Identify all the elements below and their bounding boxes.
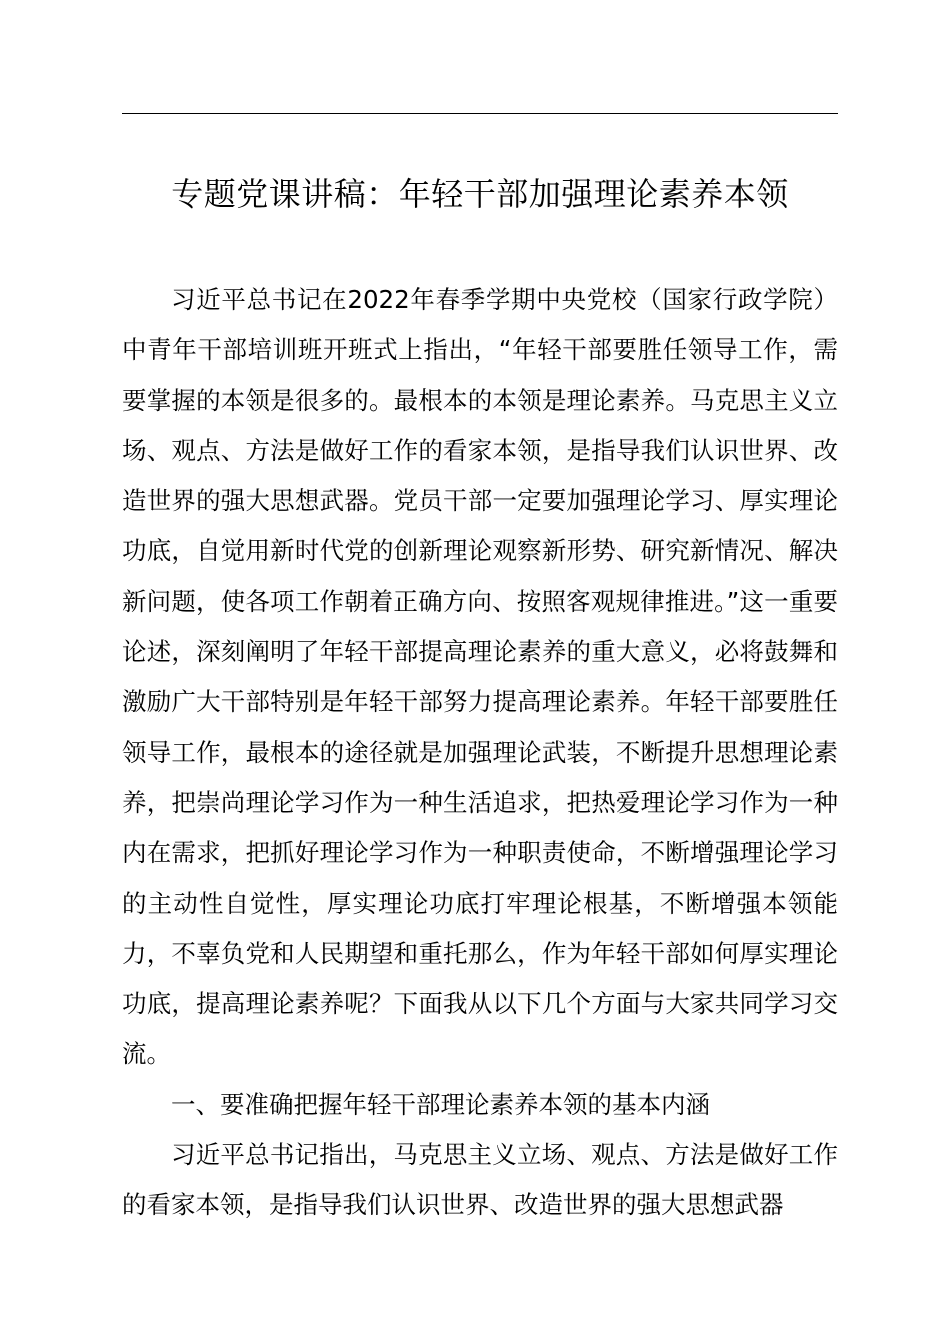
paragraph-intro: 习近平总书记在2022年春季学期中央党校（国家行政学院）中青年干部培训班开班式上指出，“年轻干部要胜任领导工作，需要掌握的本领是很多的。最根本的本领是理论素养。马克思主义立场、观点、方法是做好工作的看家本领，是指导我们认识世界、改造世界的强大思想武器。党员干部一定要加强理论学习、厚实理论功底，自觉用新时代党的创新理论观察新形势、研究新情况、解决新问题，使各项工作朝着正确方向、按照客观规律推进。”这一重要论述，深刻阐明了年轻干部提高理论素养的重大意义，必将鼓舞和激励广大干部特别是年轻干部努力提高理论素养。年轻干部要胜任领导工作，最根本的途径就是加强理论武装，不断提升思想理论素养，把崇尚理论学习作为一种生活追求，把热爱理论学习作为一种内在需求，把抓好理论学习作为一种职责使命，不断增强理论学习的主动性自觉性，厚实理论功底打牢理论根基，不断增强本领能力，不辜负党和人民期望和重托那么，作为年轻干部如何厚实理论功底，提高理论素养呢？下面我从以下几个方面与大家共同学习交流。 (122, 285, 838, 1069)
header-rule (122, 113, 838, 114)
section-heading-1: 一、要准确把握年轻干部理论素养本领的基本内涵 (171, 1089, 710, 1119)
document-title: 专题党课讲稿：年轻干部加强理论素养本领 (171, 175, 789, 213)
document-body (122, 275, 838, 1231)
paragraph-section-1: 习近平总书记指出，马克思主义立场、观点、方法是做好工作的看家本领，是指导我们认识世界、改造世界的强大思想武器 (122, 1140, 838, 1220)
